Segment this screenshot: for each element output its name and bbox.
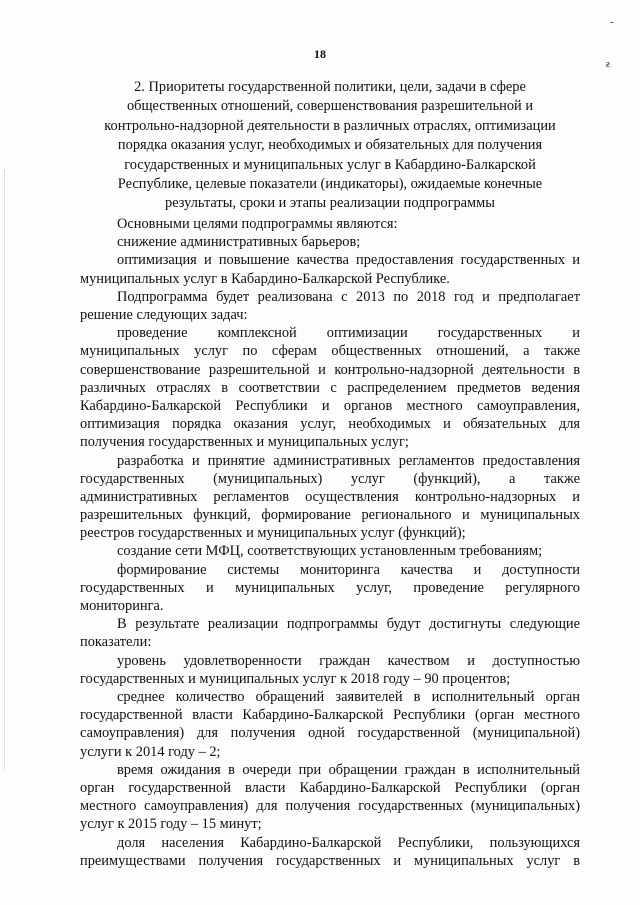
body-text xyxy=(80,215,580,870)
body-line: государственных и муниципальных услуг к 2018 году – 90 процентов; xyxy=(80,670,511,687)
section-heading xyxy=(80,78,580,214)
heading-line: контрольно-надзорной деятельности в различных отраслях, оптимизации xyxy=(104,117,556,134)
body-line: разработка и принятие административных регламентов предоставления xyxy=(117,452,580,469)
body-line: получения государственных и муниципальных услуг; xyxy=(80,434,409,451)
heading-line: Республике, целевые показатели (индикаторы), ожидаемые конечные xyxy=(117,176,543,193)
body-line: проведение комплексной оптимизации государственных и xyxy=(117,325,580,342)
body-line: государственных и муниципальных услуг, проведение регулярного xyxy=(80,579,580,596)
body-line: среднее количество обращений заявителей в исполнительный орган xyxy=(117,689,580,706)
body-line: показатели: xyxy=(80,634,152,651)
body-line: совершенствование разрешительной и контрольно-надзорной деятельности в xyxy=(80,361,580,378)
body-line: решение следующих задач: xyxy=(80,306,248,323)
body-line: местного самоуправления) для получения государственных (муниципальных) xyxy=(80,798,580,815)
body-line: различных отраслях в соответствии с распределением предметов ведения xyxy=(80,379,580,396)
body-line: оптимизация и повышение качества предоставления государственных и xyxy=(117,252,580,269)
body-line: самоуправления) для получения одной государственной (муниципальной) xyxy=(80,725,580,742)
body-line: реестров государственных и муниципальных услуг (функций); xyxy=(80,525,466,542)
body-line: доля населения Кабардино-Балкарской Республики, пользующихся xyxy=(117,834,580,851)
body-line: орган государственной власти Кабардино-Балкарской Республики (орган xyxy=(80,779,580,796)
body-line: Подпрограмма будет реализована с 2013 по 2018 год и предполагает xyxy=(117,288,580,305)
body-line: В результате реализации подпрограммы будут достигнуты следующие xyxy=(117,616,580,633)
body-line: государственных (муниципальных) услуг (функций), а также xyxy=(80,470,580,487)
body-line: время ожидания в очереди при обращении граждан в исполнительный xyxy=(117,761,580,778)
body-line: разрешительных функций, формирование регионального и муниципальных xyxy=(80,507,580,524)
heading-line: общественных отношений, совершенствования разрешительной и xyxy=(126,98,534,115)
body-line: государственной власти Кабардино-Балкарской Республики (орган местного xyxy=(80,707,580,724)
body-line: Кабардино-Балкарской Республики и органов местного самоуправления, xyxy=(80,397,580,414)
scan-mark: ƨ xyxy=(606,59,610,70)
body-line: Основными целями подпрограммы являются: xyxy=(117,216,398,232)
body-line: услуг к 2015 году – 15 минут; xyxy=(80,816,262,833)
heading-line: государственных и муниципальных услуг в Кабардино-Балкарской xyxy=(124,156,536,173)
body-line: муниципальных услуг по сферам общественных отношений, а также xyxy=(80,343,580,360)
body-line: оптимизация порядка оказания услуг, необходимых и обязательных для xyxy=(80,416,580,433)
body-line: создание сети МФЦ, соответствующих установленным требованиям; xyxy=(117,543,543,560)
body-line: мониторинга. xyxy=(80,598,164,615)
body-line: снижение административных барьеров; xyxy=(117,234,361,251)
scan-mark: ‐ xyxy=(610,17,614,28)
heading-line: порядка оказания услуг, необходимых и обязательных для получения xyxy=(117,137,543,154)
heading-line: 2. Приоритеты государственной политики, цели, задачи в сфере xyxy=(134,79,526,95)
body-line: услуги к 2014 году – 2; xyxy=(80,743,221,760)
body-line: формирование системы мониторинга качества и доступности xyxy=(117,561,580,578)
scan-edge-artifact xyxy=(4,170,6,770)
heading-line: результаты, сроки и этапы реализации подпрограммы xyxy=(165,195,495,212)
body-line: административных регламентов осуществления контрольно-надзорных и xyxy=(80,488,580,505)
page-number: 18 xyxy=(314,47,326,61)
body-line: муниципальных услуг в Кабардино-Балкарской Республике. xyxy=(80,270,450,287)
body-line: преимуществами получения государственных и муниципальных услуг в xyxy=(80,852,580,869)
body-line: уровень удовлетворенности граждан качеством и доступностью xyxy=(117,652,580,669)
